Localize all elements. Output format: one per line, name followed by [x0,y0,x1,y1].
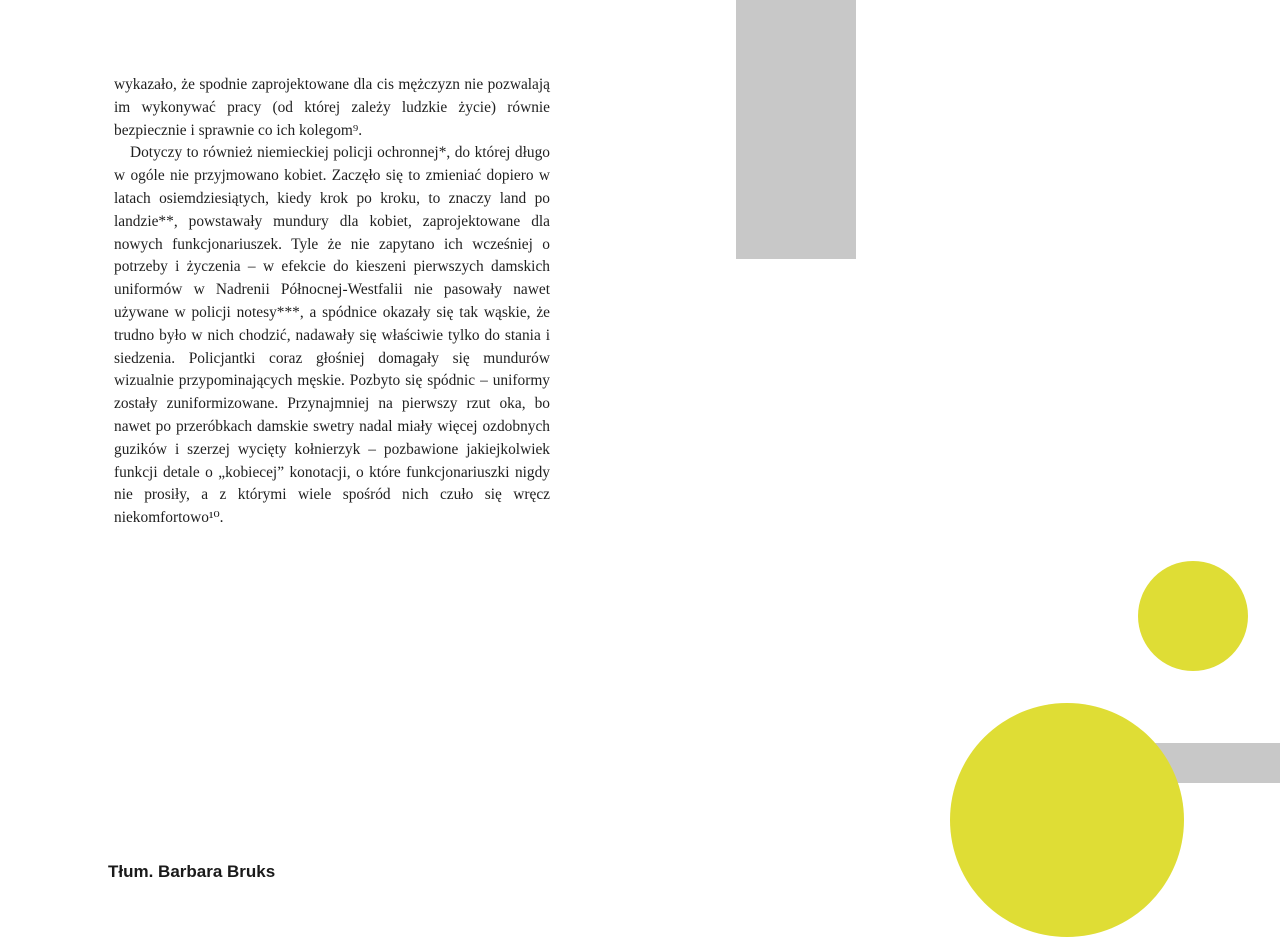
decorative-yellow-circle-small [1138,561,1248,671]
translator-credit: Tłum. Barbara Bruks [108,862,276,881]
decorative-yellow-circle-large [950,703,1184,937]
paragraph-2: Dotyczy to również niemieckiej policji ochronnej*, do której długo w ogóle nie przyjmowano kobiet. Zaczęło się to zmieniać dopiero w latach osiemdziesiątych, kiedy krok po kroku, to znaczy land po landzie**, powstawały mundury dla kobiet, zaprojektowane dla nowych funkcjonariuszek. Tyle że nie zapytano ich wcześniej o potrzeby i życzenia – w efekcie do kieszeni pierwszych damskich uniformów w Nadrenii Północnej-Westfalii nie pasowały nawet używane w policji notesy***, a spódnice okazały się tak wąskie, że trudno było w nich chodzić, nadawały się właściwie tylko do stania i siedzenia. Policjantki coraz głośniej domagały się mundurów wizualnie przypominających męskie. Pozbyto się spódnic – uniformy zostały zuniformizowane. Przynajmniej na pierwszy rzut oka, bo nawet po przeróbkach damskie swetry nadal miały więcej ozdobnych guzików i szerzej wycięty kołnierzyk – pozbawione jakiejkolwiek funkcji detale o „kobiecej” konotacji, o które funkcjonariuszki nigdy nie prosiły, a z którymi wiele spośród nich czuło się wręcz niekomfortowo¹⁰. [114,144,550,527]
paragraph-1: wykazało, że spodnie zaprojektowane dla cis mężczyzn nie pozwalają im wykonywać pracy (od której zależy ludzkie życie) równie bezpiecznie i sprawnie co ich kolegom⁹. [114,76,550,139]
article-body [114,74,550,530]
decorative-gray-bar-vertical [736,0,856,259]
